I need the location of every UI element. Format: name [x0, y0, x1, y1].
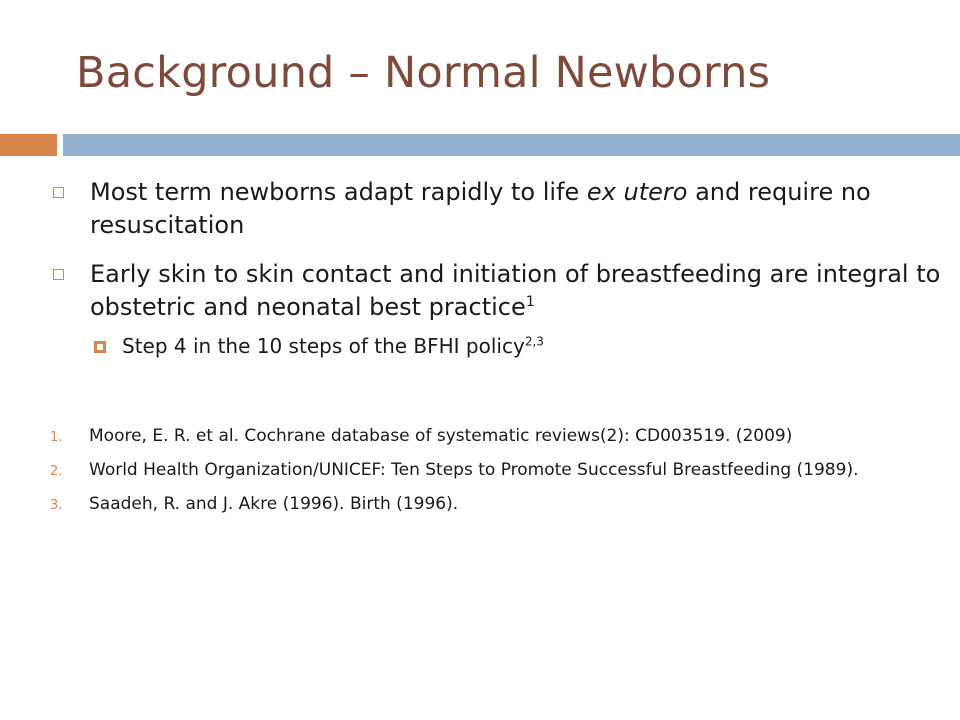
reference-number: 2.	[50, 464, 63, 479]
bullet-item-skin-to-skin	[50, 258, 950, 324]
accent-bar-orange	[0, 134, 57, 156]
reference-text: Saadeh, R. and J. Akre (1996). Birth (1996).	[89, 494, 459, 514]
sub-bullet-text: Step 4 in the 10 steps of the BFHI policy	[122, 334, 525, 358]
reference-item	[50, 492, 950, 517]
bullet-item-newborns-adapt	[50, 176, 950, 242]
bullet-text: Early skin to skin contact and initiation of breastfeeding are integral to obstetric and neonatal best practice	[90, 260, 941, 321]
citation-superscript: 1	[525, 294, 535, 310]
bullet-text-italic: ex utero	[586, 178, 688, 206]
citation-superscript: 2,3	[524, 334, 544, 349]
reference-list	[50, 424, 950, 526]
reference-item	[50, 458, 950, 483]
slide-title: Background – Normal Newborns	[76, 48, 771, 98]
bullet-text-before: Most term newborns adapt rapidly to life	[90, 178, 587, 206]
accent-bar-blue	[63, 134, 960, 156]
reference-number: 3.	[50, 498, 63, 513]
sub-bullet-item-step-4	[50, 332, 950, 360]
bullet-text-after: and require no resuscitation	[90, 178, 871, 239]
filled-square-bullet-icon	[94, 341, 106, 353]
reference-text: Moore, E. R. et al. Cochrane database of systematic reviews(2): CD003519. (2009)	[89, 426, 793, 446]
reference-number: 1.	[50, 430, 63, 445]
reference-text: World Health Organization/UNICEF: Ten Steps to Promote Successful Breastfeeding (1989).	[89, 460, 859, 480]
bullet-list	[50, 176, 950, 360]
reference-item	[50, 424, 950, 449]
hollow-square-bullet-icon	[53, 269, 64, 280]
hollow-square-bullet-icon	[53, 187, 64, 198]
